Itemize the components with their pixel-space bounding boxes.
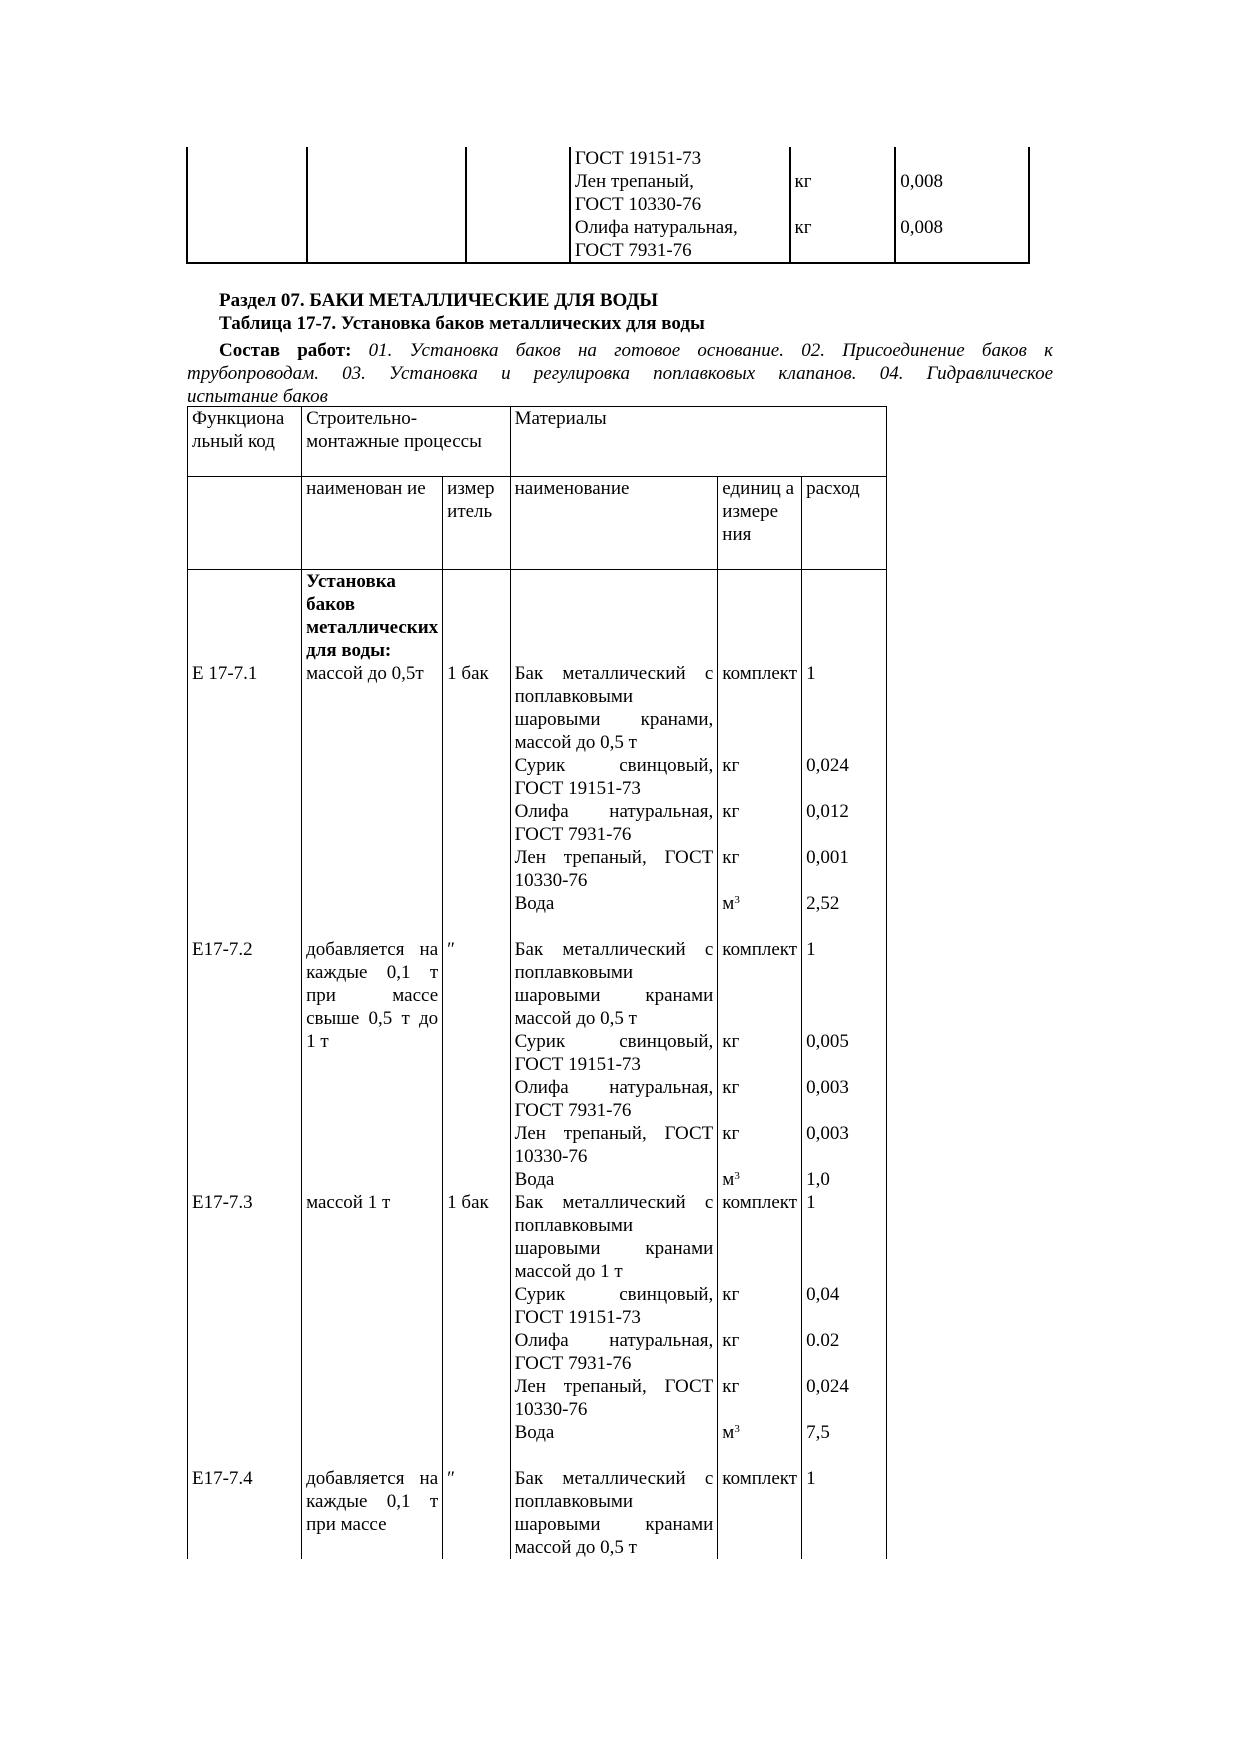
spacer-cell	[188, 915, 302, 938]
material-name-cell: Сурик свинцовый, ГОСТ 19151-73	[510, 754, 718, 800]
table-row	[188, 938, 887, 1030]
unit-cell: кг	[718, 800, 802, 846]
qty-cell: 0,008	[895, 216, 1029, 263]
process-name-header: наименован ие	[302, 477, 443, 570]
func-code-cell: Е17-7.2	[188, 938, 302, 1191]
table-row	[188, 1191, 887, 1283]
unit-cell: кг	[790, 216, 896, 263]
unit-cell: $м^3$	[718, 892, 802, 915]
material-name-cell: Олифа натуральная, ГОСТ 7931-76	[510, 800, 718, 846]
unit-cell: комплект	[718, 662, 802, 754]
unit-cell: кг	[718, 1030, 802, 1076]
consumption-header: расход	[802, 477, 887, 570]
qty-cell: 1	[802, 1191, 887, 1283]
material-name-cell: Сурик свинцовый, ГОСТ 19151-73	[510, 1283, 718, 1329]
unit-cell: кг	[718, 846, 802, 892]
unit-cell: кг	[718, 1076, 802, 1122]
table-row	[187, 170, 1029, 216]
process-header: Строительно-монтажные процессы	[302, 407, 511, 477]
meter-header: измер итель	[443, 477, 510, 570]
work-composition: Состав работ: 01. Установка баков на готовое основание. 02. Присоединение баков к трубопроводам. 03. Установка и регулировка поплавковых клапанов. 04. Гидравлическое испытание баков	[187, 340, 1053, 407]
qty-cell: 0,008	[895, 170, 1029, 216]
unit-cell: комплект	[718, 1467, 802, 1559]
qty-cell: 0,024	[802, 1375, 887, 1421]
material-name: Лен трепаный, ГОСТ 10330-76	[570, 170, 790, 216]
spacer-cell	[510, 1444, 718, 1467]
material-name-cell: Сурик свинцовый, ГОСТ 19151-73	[510, 1030, 718, 1076]
qty-cell: 0.02	[802, 1329, 887, 1375]
material-name-cell: Вода	[510, 1421, 718, 1444]
unit-cell: кг	[718, 1122, 802, 1168]
spacer-cell	[302, 915, 443, 938]
table-row	[187, 147, 1029, 170]
unit-cell: $м^3$	[718, 1421, 802, 1444]
unit-cell: комплект	[718, 938, 802, 1030]
unit-cell: кг	[790, 170, 896, 216]
qty-cell: 0,001	[802, 846, 887, 892]
process-name-cell: массой до 0,5т	[302, 662, 443, 915]
unit-cell: кг	[718, 754, 802, 800]
spacer-cell	[443, 915, 510, 938]
unit-header: единиц а измере ния	[718, 477, 802, 570]
qty-cell: 1	[802, 938, 887, 1030]
material-name-cell: Лен трепаный, ГОСТ 10330-76	[510, 846, 718, 892]
spacer-cell	[718, 1444, 802, 1467]
spacer-cell	[443, 1444, 510, 1467]
func-code-cell: Е 17-7.1	[188, 662, 302, 915]
unit-cell: кг	[718, 1283, 802, 1329]
qty-cell: 1	[802, 662, 887, 754]
material-name-cell: Вода	[510, 1168, 718, 1191]
meter-cell: ″	[443, 938, 510, 1191]
spacer-cell	[802, 1444, 887, 1467]
material-name-cell: Вода	[510, 892, 718, 915]
section-title: Раздел 07. БАКИ МЕТАЛЛИЧЕСКИЕ ДЛЯ ВОДЫ	[219, 290, 659, 311]
spacer-cell	[718, 915, 802, 938]
qty-cell: 0,003	[802, 1122, 887, 1168]
unit-cell: $м^3$	[718, 1168, 802, 1191]
group-title-row	[188, 570, 887, 663]
spacer-row	[188, 915, 887, 938]
qty-cell: 0,012	[802, 800, 887, 846]
spacer-cell	[188, 1444, 302, 1467]
material-name-cell: Бак металлический с поплавковыми шаровыми кранами массой до 0,5 т	[510, 1467, 718, 1559]
header-row	[188, 407, 887, 477]
spacer-cell	[510, 915, 718, 938]
func-code-cell: Е17-7.4	[188, 1467, 302, 1559]
func-code-header: Функциона льный код	[188, 407, 302, 477]
func-code-cell: Е17-7.3	[188, 1191, 302, 1444]
previous-table-fragment	[186, 147, 1030, 264]
work-composition-label: Состав работ:	[219, 340, 352, 361]
qty-cell: 1,0	[802, 1168, 887, 1191]
meter-cell: 1 бак	[443, 1191, 510, 1444]
qty-cell: 1	[802, 1467, 887, 1559]
meter-cell: ″	[443, 1467, 510, 1559]
material-name: Олифа натуральная, ГОСТ 7931-76	[570, 216, 790, 263]
material-name-cell: Олифа натуральная, ГОСТ 7931-76	[510, 1076, 718, 1122]
materials-header: Материалы	[510, 407, 886, 477]
spacer-cell	[802, 915, 887, 938]
table-row	[188, 1467, 887, 1559]
material-name-cell: Бак металлический с поплавковыми шаровыми кранами массой до 1 т	[510, 1191, 718, 1283]
material-name-cell: Лен трепаный, ГОСТ 10330-76	[510, 1122, 718, 1168]
material-name-header: наименование	[510, 477, 718, 570]
table-row	[187, 216, 1029, 263]
qty-cell: 0,04	[802, 1283, 887, 1329]
qty-cell: 0,003	[802, 1076, 887, 1122]
material-name-cell: Лен трепаный, ГОСТ 10330-76	[510, 1375, 718, 1421]
process-name-cell: добавляется на каждые 0,1 т при массе	[302, 1467, 443, 1559]
unit-cell: кг	[718, 1329, 802, 1375]
table-title: Таблица 17-7. Установка баков металлических для воды	[219, 313, 705, 334]
qty-cell: 7,5	[802, 1421, 887, 1444]
qty-cell: 0,005	[802, 1030, 887, 1076]
unit-cell: комплект	[718, 1191, 802, 1283]
material-name: ГОСТ 19151-73	[570, 147, 790, 170]
spacer-cell	[302, 1444, 443, 1467]
meter-cell: 1 бак	[443, 662, 510, 915]
qty-cell: 0,024	[802, 754, 887, 800]
group-title: Установка баков металлических для воды:	[302, 570, 443, 663]
subheader-row	[188, 477, 887, 570]
material-name-cell: Бак металлический с поплавковыми шаровыми кранами массой до 0,5 т	[510, 938, 718, 1030]
process-name-cell: добавляется на каждые 0,1 т при массе свыше 0,5 т до 1 т	[302, 938, 443, 1191]
material-name-cell: Олифа натуральная, ГОСТ 7931-76	[510, 1329, 718, 1375]
material-name-cell: Бак металлический с поплавковыми шаровыми кранами, массой до 0,5 т	[510, 662, 718, 754]
table-row	[188, 662, 887, 754]
spacer-row	[188, 1444, 887, 1467]
qty-cell: 2,52	[802, 892, 887, 915]
materials-table	[187, 406, 887, 1559]
unit-cell: кг	[718, 1375, 802, 1421]
process-name-cell: массой 1 т	[302, 1191, 443, 1444]
